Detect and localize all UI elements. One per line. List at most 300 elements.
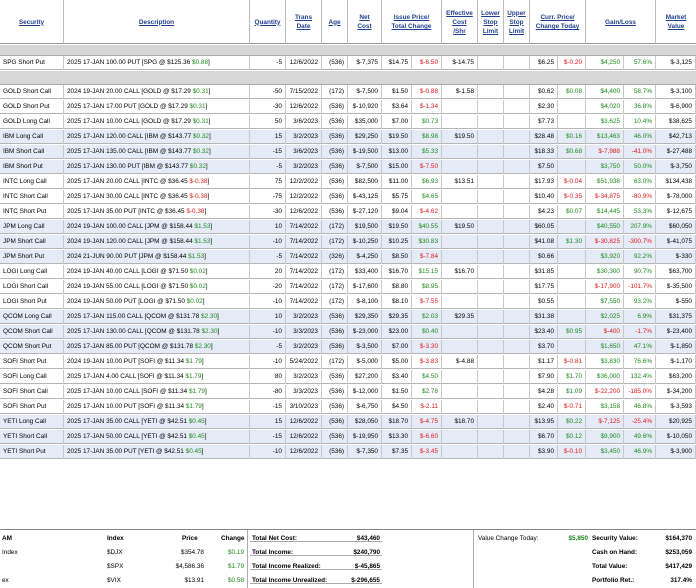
cell-gain-loss-pct[interactable]: 6.9%	[624, 310, 656, 324]
cell-gain-loss[interactable]: $3,625	[586, 115, 624, 129]
cell-total-change[interactable]: $6.93	[412, 175, 442, 189]
cell-quantity[interactable]: -15	[250, 430, 286, 444]
cell-effective-cost[interactable]	[442, 100, 478, 114]
cell-change-today[interactable]	[558, 100, 586, 114]
cell-security[interactable]: JPM Short Put	[0, 250, 64, 264]
cell-lower-stop[interactable]	[478, 130, 504, 144]
cell-change-today[interactable]	[558, 310, 586, 324]
cell-effective-cost[interactable]	[442, 295, 478, 309]
cell-curr-price[interactable]: $31.38	[530, 310, 558, 324]
cell-net-cost[interactable]: $-7,375	[348, 56, 382, 70]
cell-change-today[interactable]	[558, 115, 586, 129]
cell-market-value[interactable]: $-550	[656, 295, 696, 309]
cell-net-cost[interactable]: $19,500	[348, 220, 382, 234]
cell-lower-stop[interactable]	[478, 430, 504, 444]
header-gain-loss[interactable]	[586, 0, 656, 44]
cell-market-value[interactable]: $134,438	[656, 175, 696, 189]
cell-gain-loss-pct[interactable]: -1.7%	[624, 325, 656, 339]
cell-gain-loss-pct[interactable]: -41.0%	[624, 145, 656, 159]
cell-effective-cost[interactable]: $18.70	[442, 415, 478, 429]
cell-net-cost[interactable]: $-27,120	[348, 205, 382, 219]
cell-curr-price[interactable]: $6.70	[530, 430, 558, 444]
cell-market-value[interactable]: $-23,400	[656, 325, 696, 339]
cell-net-cost[interactable]: $-7,500	[348, 160, 382, 174]
cell-net-cost[interactable]: $29,350	[348, 310, 382, 324]
cell-gain-loss-pct[interactable]: -185.0%	[624, 385, 656, 399]
cell-gain-loss[interactable]: $9,900	[586, 430, 624, 444]
cell-gain-loss-pct[interactable]: 53.3%	[624, 205, 656, 219]
cell-change-today[interactable]: $-0.04	[558, 175, 586, 189]
cell-curr-price[interactable]: $0.62	[530, 85, 558, 99]
cell-security[interactable]: GOLD Short Call	[0, 85, 64, 99]
cell-quantity[interactable]: 50	[250, 115, 286, 129]
cell-net-cost[interactable]: $-6,750	[348, 400, 382, 414]
cell-description[interactable]	[64, 280, 250, 294]
cell-gain-loss[interactable]: $30,300	[586, 265, 624, 279]
table-row[interactable]	[0, 340, 696, 354]
cell-age[interactable]: (536)	[322, 115, 348, 129]
cell-description[interactable]	[64, 445, 250, 459]
cell-issue-price[interactable]: $29.35	[382, 310, 412, 324]
cell-gain-loss[interactable]: $7,550	[586, 295, 624, 309]
cell-market-value[interactable]: $42,713	[656, 130, 696, 144]
table-row[interactable]	[0, 56, 696, 70]
cell-total-change[interactable]: $40.55	[412, 220, 442, 234]
cell-description[interactable]	[64, 430, 250, 444]
cell-market-value[interactable]: $-34,200	[656, 385, 696, 399]
cell-upper-stop[interactable]	[504, 100, 530, 114]
cell-lower-stop[interactable]	[478, 145, 504, 159]
cell-age[interactable]: (326)	[322, 250, 348, 264]
cell-market-value[interactable]: $31,375	[656, 310, 696, 324]
cell-change-today[interactable]: $0.95	[558, 325, 586, 339]
cell-description[interactable]	[64, 56, 250, 70]
cell-total-change[interactable]: $-3.45	[412, 445, 442, 459]
cell-total-change[interactable]: $-3.30	[412, 340, 442, 354]
cell-lower-stop[interactable]	[478, 190, 504, 204]
cell-change-today[interactable]: $0.07	[558, 205, 586, 219]
cell-effective-cost[interactable]	[442, 340, 478, 354]
cell-trans-date[interactable]: 3/2/2023	[286, 370, 322, 384]
cell-quantity[interactable]: -10	[250, 295, 286, 309]
cell-quantity[interactable]: -15	[250, 145, 286, 159]
cell-market-value[interactable]: $63,200	[656, 370, 696, 384]
cell-description[interactable]	[64, 220, 250, 234]
cell-description[interactable]	[64, 370, 250, 384]
cell-age[interactable]: (536)	[322, 190, 348, 204]
cell-trans-date[interactable]: 3/3/2023	[286, 325, 322, 339]
table-row[interactable]	[0, 280, 696, 294]
cell-age[interactable]: (172)	[322, 265, 348, 279]
header-net-cost[interactable]	[348, 0, 382, 44]
cell-gain-loss[interactable]: $-7,988	[586, 145, 624, 159]
cell-quantity[interactable]: 75	[250, 175, 286, 189]
cell-quantity[interactable]: -80	[250, 385, 286, 399]
table-row[interactable]	[0, 250, 696, 264]
cell-trans-date[interactable]: 3/3/2023	[286, 385, 322, 399]
cell-curr-price[interactable]: $4.28	[530, 385, 558, 399]
cell-effective-cost[interactable]: $-4.88	[442, 355, 478, 369]
cell-total-change[interactable]: $8.98	[412, 130, 442, 144]
cell-net-cost[interactable]: $-7,350	[348, 445, 382, 459]
cell-quantity[interactable]: -10	[250, 235, 286, 249]
cell-total-change[interactable]: $-1.34	[412, 100, 442, 114]
cell-gain-loss[interactable]: $4,400	[586, 85, 624, 99]
cell-total-change[interactable]: $-7.55	[412, 295, 442, 309]
cell-quantity[interactable]: -10	[250, 355, 286, 369]
cell-gain-loss[interactable]: $3,830	[586, 355, 624, 369]
cell-gain-loss-pct[interactable]: 90.7%	[624, 265, 656, 279]
cell-curr-price[interactable]: $23.40	[530, 325, 558, 339]
table-row[interactable]	[0, 295, 696, 309]
cell-gain-loss[interactable]: $-400	[586, 325, 624, 339]
cell-gain-loss-pct[interactable]: 47.1%	[624, 340, 656, 354]
cell-net-cost[interactable]: $-7,500	[348, 85, 382, 99]
cell-age[interactable]: (536)	[322, 130, 348, 144]
cell-description[interactable]	[64, 85, 250, 99]
cell-gain-loss-pct[interactable]: 46.0%	[624, 130, 656, 144]
cell-gain-loss-pct[interactable]: 49.6%	[624, 430, 656, 444]
cell-market-value[interactable]: $-1,170	[656, 355, 696, 369]
cell-curr-price[interactable]: $60.05	[530, 220, 558, 234]
cell-net-cost[interactable]: $-3,500	[348, 340, 382, 354]
cell-lower-stop[interactable]	[478, 85, 504, 99]
cell-lower-stop[interactable]	[478, 355, 504, 369]
cell-market-value[interactable]: $60,050	[656, 220, 696, 234]
cell-change-today[interactable]	[558, 250, 586, 264]
cell-description[interactable]	[64, 310, 250, 324]
cell-description[interactable]	[64, 250, 250, 264]
cell-age[interactable]: (536)	[322, 340, 348, 354]
cell-issue-price[interactable]: $3.64	[382, 100, 412, 114]
cell-effective-cost[interactable]: $19.50	[442, 130, 478, 144]
cell-gain-loss[interactable]: $4,020	[586, 100, 624, 114]
header-upper-stop[interactable]	[504, 0, 530, 44]
cell-gain-loss-pct[interactable]: -101.7%	[624, 280, 656, 294]
cell-lower-stop[interactable]	[478, 385, 504, 399]
cell-age[interactable]: (536)	[322, 205, 348, 219]
cell-description[interactable]	[64, 160, 250, 174]
header-age[interactable]	[322, 0, 348, 44]
cell-quantity[interactable]: -50	[250, 85, 286, 99]
cell-trans-date[interactable]: 3/6/2023	[286, 145, 322, 159]
cell-curr-price[interactable]: $4.23	[530, 205, 558, 219]
cell-effective-cost[interactable]	[442, 430, 478, 444]
cell-security[interactable]: JPM Short Call	[0, 235, 64, 249]
cell-effective-cost[interactable]	[442, 235, 478, 249]
cell-total-change[interactable]: $2.78	[412, 385, 442, 399]
cell-trans-date[interactable]: 12/6/2022	[286, 430, 322, 444]
cell-lower-stop[interactable]	[478, 100, 504, 114]
cell-security[interactable]: LOGI Long Call	[0, 265, 64, 279]
cell-upper-stop[interactable]	[504, 370, 530, 384]
cell-age[interactable]: (536)	[322, 445, 348, 459]
cell-trans-date[interactable]: 12/6/2022	[286, 205, 322, 219]
cell-change-today[interactable]: $0.12	[558, 430, 586, 444]
cell-market-value[interactable]: $-3,100	[656, 85, 696, 99]
cell-effective-cost[interactable]	[442, 190, 478, 204]
cell-change-today[interactable]	[558, 280, 586, 294]
cell-quantity[interactable]: 10	[250, 310, 286, 324]
cell-gain-loss[interactable]: $3,450	[586, 445, 624, 459]
cell-change-today[interactable]: $0.08	[558, 85, 586, 99]
header-description[interactable]	[64, 0, 250, 44]
cell-total-change[interactable]: $-4.62	[412, 205, 442, 219]
cell-curr-price[interactable]: $7.73	[530, 115, 558, 129]
cell-security[interactable]: INTC Short Call	[0, 190, 64, 204]
cell-issue-price[interactable]: $5.00	[382, 355, 412, 369]
cell-description[interactable]	[64, 100, 250, 114]
cell-market-value[interactable]: $38,625	[656, 115, 696, 129]
cell-age[interactable]: (536)	[322, 175, 348, 189]
cell-total-change[interactable]: $15.15	[412, 265, 442, 279]
cell-age[interactable]: (536)	[322, 415, 348, 429]
cell-gain-loss[interactable]: $36,000	[586, 370, 624, 384]
cell-description[interactable]	[64, 385, 250, 399]
cell-security[interactable]: GOLD Long Call	[0, 115, 64, 129]
cell-lower-stop[interactable]	[478, 56, 504, 70]
cell-curr-price[interactable]: $7.90	[530, 370, 558, 384]
cell-net-cost[interactable]: $-10,250	[348, 235, 382, 249]
cell-total-change[interactable]: $-7.84	[412, 250, 442, 264]
cell-curr-price[interactable]: $28.48	[530, 130, 558, 144]
table-row[interactable]	[0, 445, 696, 459]
cell-description[interactable]	[64, 295, 250, 309]
cell-effective-cost[interactable]	[442, 280, 478, 294]
table-row[interactable]	[0, 235, 696, 249]
cell-description[interactable]	[64, 190, 250, 204]
cell-upper-stop[interactable]	[504, 130, 530, 144]
cell-security[interactable]: SOFI Short Put	[0, 355, 64, 369]
cell-lower-stop[interactable]	[478, 295, 504, 309]
cell-issue-price[interactable]: $5.75	[382, 190, 412, 204]
cell-effective-cost[interactable]	[442, 370, 478, 384]
cell-net-cost[interactable]: $-4,250	[348, 250, 382, 264]
cell-lower-stop[interactable]	[478, 115, 504, 129]
cell-net-cost[interactable]: $-5,000	[348, 355, 382, 369]
cell-total-change[interactable]: $0.73	[412, 115, 442, 129]
cell-lower-stop[interactable]	[478, 340, 504, 354]
cell-security[interactable]: SPG Short Put	[0, 56, 64, 70]
cell-age[interactable]: (172)	[322, 220, 348, 234]
cell-upper-stop[interactable]	[504, 445, 530, 459]
cell-issue-price[interactable]: $19.50	[382, 130, 412, 144]
cell-upper-stop[interactable]	[504, 355, 530, 369]
cell-change-today[interactable]: $1.70	[558, 370, 586, 384]
cell-quantity[interactable]: 10	[250, 220, 286, 234]
cell-security[interactable]: SOFI Short Put	[0, 400, 64, 414]
cell-issue-price[interactable]: $1.50	[382, 385, 412, 399]
cell-curr-price[interactable]: $10.40	[530, 190, 558, 204]
cell-issue-price[interactable]: $3.40	[382, 370, 412, 384]
table-row[interactable]	[0, 385, 696, 399]
cell-total-change[interactable]: $-3.83	[412, 355, 442, 369]
cell-issue-price[interactable]: $16.70	[382, 265, 412, 279]
cell-issue-price[interactable]: $7.35	[382, 445, 412, 459]
cell-issue-price[interactable]: $8.50	[382, 250, 412, 264]
cell-net-cost[interactable]: $33,400	[348, 265, 382, 279]
cell-change-today[interactable]	[558, 265, 586, 279]
cell-lower-stop[interactable]	[478, 205, 504, 219]
cell-quantity[interactable]: -5	[250, 56, 286, 70]
cell-curr-price[interactable]: $13.95	[530, 415, 558, 429]
cell-trans-date[interactable]: 3/2/2023	[286, 340, 322, 354]
table-row[interactable]	[0, 115, 696, 129]
cell-quantity[interactable]: -30	[250, 100, 286, 114]
cell-gain-loss[interactable]: $13,463	[586, 130, 624, 144]
cell-trans-date[interactable]: 3/10/2023	[286, 400, 322, 414]
cell-net-cost[interactable]: $-19,500	[348, 145, 382, 159]
cell-upper-stop[interactable]	[504, 175, 530, 189]
cell-change-today[interactable]	[558, 340, 586, 354]
cell-change-today[interactable]	[558, 160, 586, 174]
table-row[interactable]	[0, 220, 696, 234]
cell-market-value[interactable]: $-3,900	[656, 445, 696, 459]
cell-total-change[interactable]: $30.83	[412, 235, 442, 249]
cell-description[interactable]	[64, 205, 250, 219]
cell-upper-stop[interactable]	[504, 295, 530, 309]
cell-net-cost[interactable]: $35,000	[348, 115, 382, 129]
cell-effective-cost[interactable]	[442, 325, 478, 339]
cell-age[interactable]: (536)	[322, 56, 348, 70]
cell-lower-stop[interactable]	[478, 250, 504, 264]
cell-trans-date[interactable]: 7/14/2022	[286, 295, 322, 309]
cell-effective-cost[interactable]	[442, 205, 478, 219]
cell-total-change[interactable]: $-0.88	[412, 85, 442, 99]
cell-quantity[interactable]: -5	[250, 340, 286, 354]
cell-curr-price[interactable]: $7.50	[530, 160, 558, 174]
cell-lower-stop[interactable]	[478, 445, 504, 459]
cell-security[interactable]: QCOM Long Call	[0, 310, 64, 324]
cell-issue-price[interactable]: $13.00	[382, 145, 412, 159]
cell-gain-loss[interactable]: $1,650	[586, 340, 624, 354]
cell-net-cost[interactable]: $28,050	[348, 415, 382, 429]
cell-market-value[interactable]: $-10,050	[656, 430, 696, 444]
cell-change-today[interactable]: $1.30	[558, 235, 586, 249]
cell-change-today[interactable]: $0.68	[558, 145, 586, 159]
cell-issue-price[interactable]: $8.10	[382, 295, 412, 309]
cell-curr-price[interactable]: $0.66	[530, 250, 558, 264]
cell-effective-cost[interactable]: $-1.58	[442, 85, 478, 99]
header-security[interactable]	[0, 0, 64, 44]
cell-security[interactable]: SOFI Short Call	[0, 385, 64, 399]
cell-description[interactable]	[64, 115, 250, 129]
cell-effective-cost[interactable]: $-14.75	[442, 56, 478, 70]
cell-issue-price[interactable]: $10.25	[382, 235, 412, 249]
cell-trans-date[interactable]: 12/2/2022	[286, 190, 322, 204]
cell-lower-stop[interactable]	[478, 280, 504, 294]
table-row[interactable]	[0, 310, 696, 324]
cell-age[interactable]: (172)	[322, 355, 348, 369]
cell-quantity[interactable]: 15	[250, 415, 286, 429]
header-effective-cost[interactable]	[442, 0, 478, 44]
cell-upper-stop[interactable]	[504, 205, 530, 219]
cell-gain-loss[interactable]: $-34,875	[586, 190, 624, 204]
cell-gain-loss-pct[interactable]: 46.8%	[624, 400, 656, 414]
cell-quantity[interactable]: -20	[250, 280, 286, 294]
table-row[interactable]	[0, 190, 696, 204]
cell-security[interactable]: IBM Long Call	[0, 130, 64, 144]
cell-quantity[interactable]: -5	[250, 160, 286, 174]
cell-effective-cost[interactable]	[442, 445, 478, 459]
cell-security[interactable]: YETI Long Call	[0, 415, 64, 429]
cell-change-today[interactable]: $-0.71	[558, 400, 586, 414]
cell-upper-stop[interactable]	[504, 85, 530, 99]
header-issue-price[interactable]	[382, 0, 442, 44]
cell-age[interactable]: (172)	[322, 85, 348, 99]
cell-change-today[interactable]: $0.22	[558, 415, 586, 429]
table-row[interactable]	[0, 400, 696, 414]
cell-issue-price[interactable]: $11.00	[382, 175, 412, 189]
cell-security[interactable]: LOGI Short Put	[0, 295, 64, 309]
cell-curr-price[interactable]: $17.75	[530, 280, 558, 294]
cell-total-change[interactable]: $4.50	[412, 370, 442, 384]
cell-upper-stop[interactable]	[504, 400, 530, 414]
cell-effective-cost[interactable]	[442, 115, 478, 129]
cell-total-change[interactable]: $-6.60	[412, 430, 442, 444]
cell-upper-stop[interactable]	[504, 340, 530, 354]
cell-security[interactable]: QCOM Short Put	[0, 340, 64, 354]
cell-description[interactable]	[64, 145, 250, 159]
cell-change-today[interactable]: $-0.10	[558, 445, 586, 459]
cell-change-today[interactable]: $-0.20	[558, 56, 586, 70]
cell-age[interactable]: (172)	[322, 295, 348, 309]
cell-gain-loss[interactable]: $-17,900	[586, 280, 624, 294]
cell-total-change[interactable]: $5.33	[412, 145, 442, 159]
cell-age[interactable]: (536)	[322, 310, 348, 324]
cell-trans-date[interactable]: 7/14/2022	[286, 265, 322, 279]
cell-market-value[interactable]: $-35,500	[656, 280, 696, 294]
cell-security[interactable]: GOLD Short Put	[0, 100, 64, 114]
cell-effective-cost[interactable]	[442, 385, 478, 399]
cell-age[interactable]: (536)	[322, 430, 348, 444]
header-quantity[interactable]	[250, 0, 286, 44]
cell-net-cost[interactable]: $82,500	[348, 175, 382, 189]
table-row[interactable]	[0, 160, 696, 174]
cell-trans-date[interactable]: 12/6/2022	[286, 445, 322, 459]
cell-gain-loss-pct[interactable]: 57.6%	[624, 56, 656, 70]
cell-curr-price[interactable]: $31.85	[530, 265, 558, 279]
cell-lower-stop[interactable]	[478, 235, 504, 249]
table-row[interactable]	[0, 430, 696, 444]
cell-lower-stop[interactable]	[478, 310, 504, 324]
cell-lower-stop[interactable]	[478, 415, 504, 429]
cell-age[interactable]: (536)	[322, 385, 348, 399]
cell-description[interactable]	[64, 235, 250, 249]
cell-effective-cost[interactable]: $19.50	[442, 220, 478, 234]
cell-trans-date[interactable]: 12/2/2022	[286, 175, 322, 189]
table-row[interactable]	[0, 175, 696, 189]
cell-upper-stop[interactable]	[504, 430, 530, 444]
cell-curr-price[interactable]: $41.08	[530, 235, 558, 249]
table-row[interactable]	[0, 85, 696, 99]
cell-description[interactable]	[64, 130, 250, 144]
cell-net-cost[interactable]: $-8,100	[348, 295, 382, 309]
cell-curr-price[interactable]: $2.40	[530, 400, 558, 414]
cell-market-value[interactable]: $-3,593	[656, 400, 696, 414]
cell-issue-price[interactable]: $9.04	[382, 205, 412, 219]
cell-curr-price[interactable]: $0.55	[530, 295, 558, 309]
cell-upper-stop[interactable]	[504, 325, 530, 339]
cell-market-value[interactable]: $-3,750	[656, 160, 696, 174]
cell-change-today[interactable]	[558, 295, 586, 309]
cell-upper-stop[interactable]	[504, 220, 530, 234]
cell-effective-cost[interactable]	[442, 145, 478, 159]
cell-quantity[interactable]: -10	[250, 445, 286, 459]
header-trans-date[interactable]	[286, 0, 322, 44]
cell-security[interactable]: YETI Short Put	[0, 445, 64, 459]
cell-curr-price[interactable]: $18.33	[530, 145, 558, 159]
